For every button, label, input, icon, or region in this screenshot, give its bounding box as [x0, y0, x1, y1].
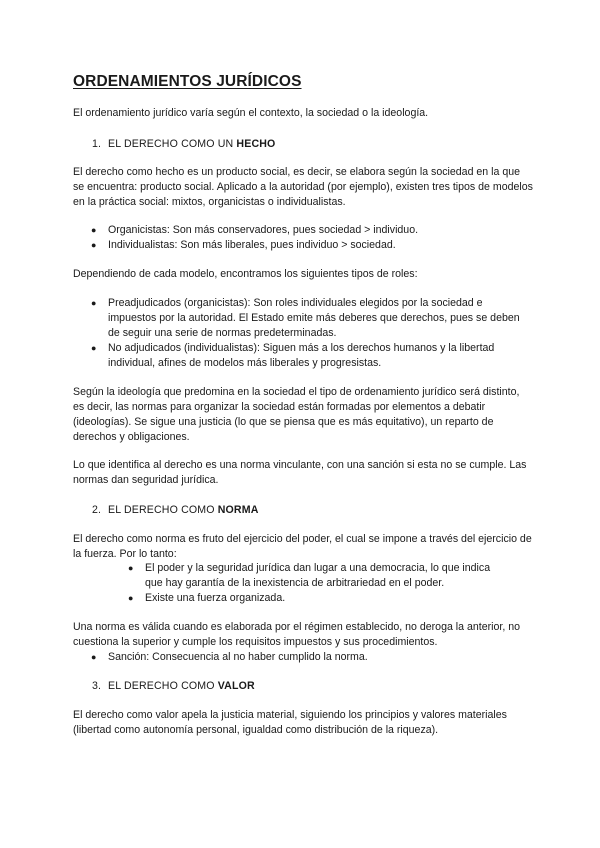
bullet-icon: ● [91, 225, 97, 235]
list-item-text: El poder y la seguridad jurídica dan lugar a una democracia, lo que indica que hay garantía de la inexistencia de arbitrariedad en el poder. [145, 562, 491, 589]
list-item [91, 238, 531, 253]
power-list [128, 561, 508, 606]
section-3-paragraph-1: El derecho como valor apela la justicia material, siguiendo los principios y valores materiales (libertad como autonomía personal, igualdad como distribución de la riqueza). [73, 709, 507, 736]
bullet-icon: ● [128, 563, 134, 573]
list-item-text: Sanción: Consecuencia al no haber cumplido la norma. [108, 651, 368, 663]
list-item [91, 650, 531, 665]
bullet-icon: ● [91, 343, 97, 353]
list-item-text: No adjudicados (individualistas): Siguen más a los derechos humanos y la libertad individual, afines de modelos más liberales y progresistas. [108, 342, 495, 369]
list-item-text: Individualistas: Son más liberales, pues individuo > sociedad. [108, 239, 396, 251]
section-1-heading [92, 137, 275, 152]
section-3-heading-text: EL DERECHO COMO [108, 680, 218, 692]
section-2-number: 2. [92, 504, 102, 516]
list-item [91, 341, 531, 371]
list-item-text: Preadjudicados (organicistas): Son roles individuales elegidos por la sociedad e impuestos por la autoridad. El Estado emite más deberes que derechos, pues se deben de seguir una serie de normas predeterminadas. [108, 297, 520, 339]
roles-list [91, 296, 531, 371]
list-item-text: Organicistas: Son más conservadores, pues sociedad > individuo. [108, 224, 419, 236]
models-list [91, 223, 531, 253]
section-2-heading [92, 503, 259, 518]
bullet-icon: ● [128, 593, 134, 603]
sanction-list [91, 650, 531, 665]
bullet-icon: ● [91, 240, 97, 250]
section-3-heading-bold: VALOR [217, 680, 255, 692]
list-item-text: Existe una fuerza organizada. [145, 592, 286, 604]
bullet-icon: ● [91, 298, 97, 308]
bullet-icon: ● [91, 652, 97, 662]
section-2-heading-bold: NORMA [217, 504, 259, 516]
list-item [91, 223, 531, 238]
section-1-paragraph-2: Dependiendo de cada modelo, encontramos los siguientes tipos de roles: [73, 268, 418, 280]
section-3-number: 3. [92, 680, 102, 692]
list-item [91, 296, 531, 341]
section-2-paragraph-1: El derecho como norma es fruto del ejercicio del poder, el cual se impone a través del ejercicio de la fuerza. Por lo tanto: [73, 533, 532, 560]
section-1-paragraph-4: Lo que identifica al derecho es una norma vinculante, con una sanción si esta no se cumple. Las normas dan seguridad jurídica. [73, 459, 527, 486]
intro-paragraph: El ordenamiento jurídico varía según el contexto, la sociedad o la ideología. [73, 107, 429, 119]
section-1-paragraph-3: Según la ideología que predomina en la sociedad el tipo de ordenamiento jurídico será distinto, es decir, las normas para organizar la sociedad están formadas por elementos a debatir (ideologías). Se sigue una justicia (lo que se piensa que es más equitativo), un reparto de derechos y obligaciones. [73, 386, 520, 443]
section-1-paragraph-1: El derecho como hecho es un producto social, es decir, se elabora según la sociedad en la que se encuentra: producto social. Aplicado a la autoridad (por ejemplo), existen tres tipos de modelos en la práctica social: mixtos, organicistas o individualistas. [73, 166, 533, 208]
section-1-number: 1. [92, 138, 102, 150]
section-2-paragraph-2: Una norma es válida cuando es elaborada por el régimen establecido, no deroga la anterior, no cuestiona la superior y cumple los requisitos impuestos y sus procedimientos. [73, 621, 520, 648]
section-1-heading-bold: HECHO [236, 138, 276, 150]
section-3-heading [92, 679, 255, 694]
page-title: ORDENAMIENTOS JURÍDICOS [73, 73, 302, 90]
section-2-heading-text: EL DERECHO COMO [108, 504, 218, 516]
list-item [128, 561, 508, 591]
list-item [128, 591, 508, 606]
section-1-heading-text: EL DERECHO COMO UN [108, 138, 237, 150]
